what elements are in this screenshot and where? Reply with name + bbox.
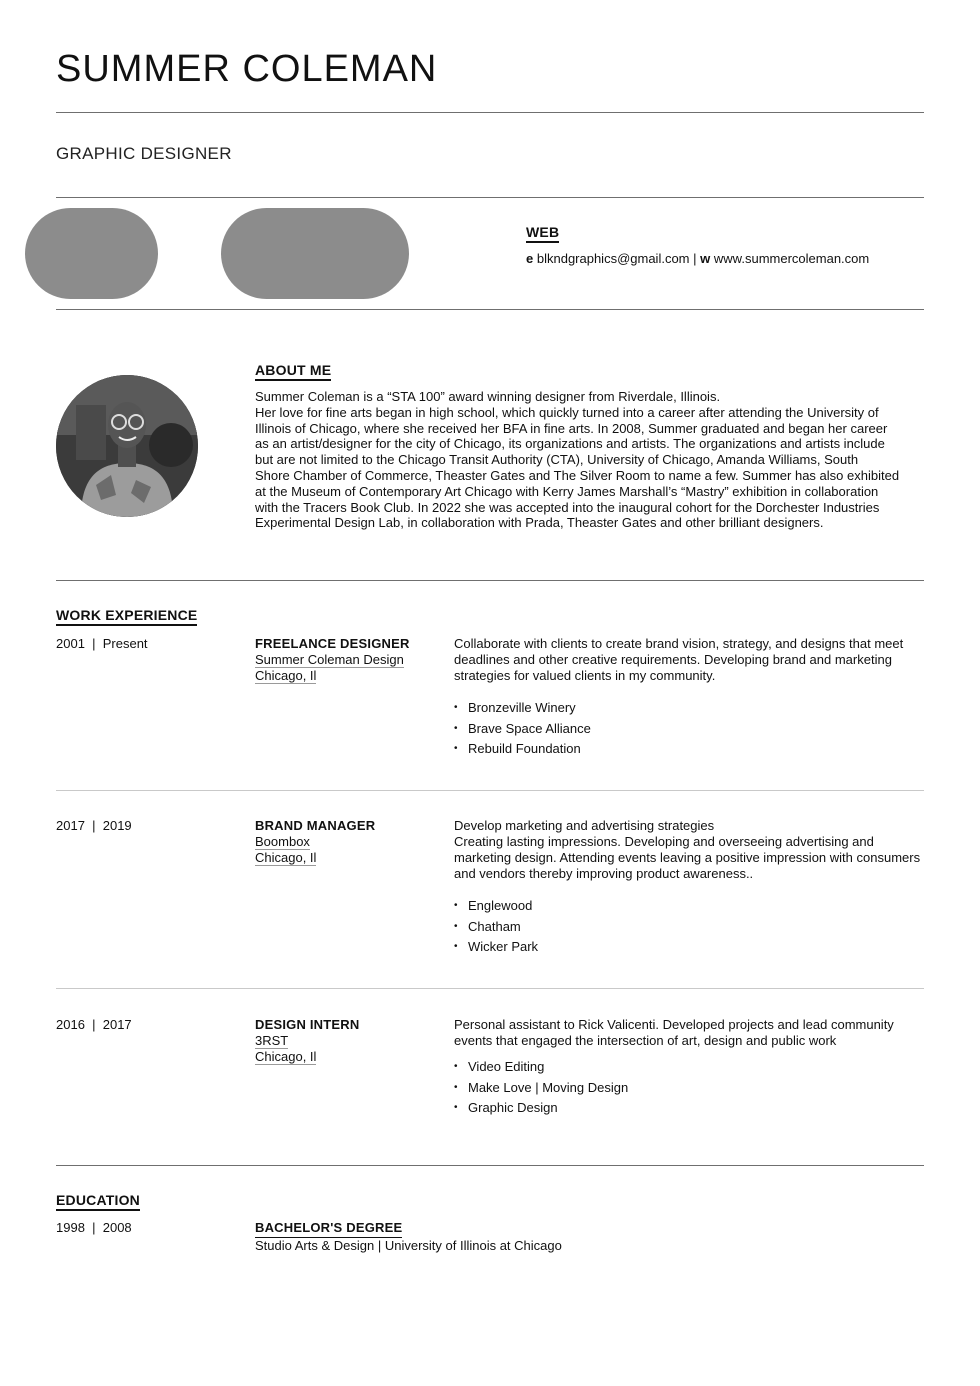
- description-line: Creating lasting impressions. Developing and overseeing advertising and: [454, 834, 874, 849]
- description-line: Collaborate with clients to create brand vision, strategy, and designs that meet: [454, 636, 904, 651]
- job-title: DESIGN INTERN: [255, 1017, 360, 1032]
- about-line: Experimental Design Lab, in collaboration with Prada, Theaster Gates and other brilliant designers.: [255, 515, 824, 531]
- job-location[interactable]: Chicago, Il: [255, 668, 317, 683]
- description-line: Develop marketing and advertising strategies: [454, 818, 715, 833]
- description-line: Personal assistant to Rick Valicenti. Developed projects and lead community: [454, 1017, 894, 1032]
- email-prefix: e: [526, 251, 534, 266]
- divider: [56, 988, 924, 989]
- about-line: Illinois of Chicago, where she received her BFA in fine arts. In 2008, Summer graduated and began her career: [255, 420, 888, 436]
- job-location[interactable]: Chicago, Il: [255, 850, 317, 865]
- name-title: SUMMER COLEMAN: [56, 48, 438, 90]
- job-company[interactable]: Boombox: [255, 834, 310, 849]
- job-role: [255, 1017, 435, 1065]
- list-item: • Make Love | Moving Design: [454, 1078, 929, 1099]
- education-section: [56, 1192, 140, 1211]
- divider: [56, 309, 924, 310]
- job-dates: 2017 | 2019: [56, 818, 132, 833]
- decorative-pill-right: [221, 208, 409, 299]
- education-school: Studio Arts & Design | University of Illinois at Chicago: [255, 1238, 562, 1253]
- divider: [56, 580, 924, 581]
- contact-section: [526, 224, 559, 243]
- description-line: deadlines and other creative requirements. Developing brand and marketing: [454, 652, 892, 667]
- description-line: marketing design. Attending events leaving a positive impression with consumers: [454, 850, 921, 865]
- list-item: • Chatham: [454, 917, 929, 938]
- divider: [56, 790, 924, 791]
- about-line: as an artist/designer for the city of Chicago, its organizations and artists. The organizations and artists include: [255, 436, 885, 452]
- web-prefix: w: [700, 251, 711, 266]
- divider: [56, 1165, 924, 1166]
- client-list: [454, 896, 929, 958]
- contact-separator: |: [693, 251, 697, 266]
- job-dates: 2016 | 2017: [56, 1017, 132, 1032]
- list-item: • Englewood: [454, 896, 929, 917]
- job-description: [454, 1017, 929, 1119]
- email-link[interactable]: blkndgraphics@gmail.com: [536, 251, 690, 266]
- job-role: [255, 818, 435, 866]
- job-role: [255, 636, 435, 684]
- list-item: • Video Editing: [454, 1057, 929, 1078]
- about-line: Shore Chamber of Commerce, Theaster Gates and The Silver Room to name a few. Summer has also exhibited: [255, 467, 900, 483]
- description-line: and vendors thereby improving product awareness..: [454, 866, 754, 881]
- list-item: • Graphic Design: [454, 1098, 929, 1119]
- client-list: [454, 1057, 929, 1119]
- about-line: at the Museum of Contemporary Art Chicago with Kerry James Marshall’s “Mastry” exhibition in collaboration: [255, 483, 879, 499]
- website-link[interactable]: www.summercoleman.com: [713, 251, 870, 266]
- about-text: [255, 389, 900, 531]
- contact-line: [526, 251, 869, 267]
- job-description: [454, 818, 929, 958]
- portrait-illustration: [56, 375, 198, 517]
- education-degree: [255, 1220, 402, 1238]
- job-dates: 2001 | Present: [56, 636, 148, 651]
- client-list: [454, 698, 929, 760]
- job-title: BRAND MANAGER: [255, 818, 376, 833]
- list-item: • Bronzeville Winery: [454, 698, 929, 719]
- decorative-pill-left: [25, 208, 158, 299]
- about-line: with the Tracers Book Club. In 2022 she was accepted into the inaugural cohort for the Dorchester Industries: [255, 499, 880, 515]
- about-heading: ABOUT ME: [255, 362, 331, 381]
- work-heading: WORK EXPERIENCE: [56, 607, 197, 626]
- list-item: • Brave Space Alliance: [454, 719, 929, 740]
- job-title: FREELANCE DESIGNER: [255, 636, 410, 651]
- degree-title: BACHELOR'S DEGREE: [255, 1220, 402, 1238]
- about-line: but are not limited to the Chicago Transit Authority (CTA), University of Chicago, Amanda Williams, South: [255, 452, 859, 468]
- profile-photo: [56, 375, 198, 517]
- about-line: Summer Coleman is a “STA 100” award winning designer from Riverdale, Illinois.: [255, 389, 721, 404]
- contact-heading: WEB: [526, 224, 559, 243]
- role-subtitle: GRAPHIC DESIGNER: [56, 144, 232, 163]
- description-line: events that engaged the intersection of art, design and public work: [454, 1033, 837, 1048]
- job-location[interactable]: Chicago, Il: [255, 1049, 317, 1064]
- list-item: • Rebuild Foundation: [454, 739, 929, 760]
- divider: [56, 197, 924, 198]
- job-company[interactable]: 3RST: [255, 1033, 289, 1048]
- education-dates: 1998 | 2008: [56, 1220, 132, 1235]
- education-heading: EDUCATION: [56, 1192, 140, 1211]
- about-section: [255, 362, 331, 381]
- description-line: strategies for valued clients in my community.: [454, 668, 716, 683]
- divider: [56, 112, 924, 113]
- work-section: [56, 607, 197, 626]
- job-description: [454, 636, 929, 760]
- job-company[interactable]: Summer Coleman Design: [255, 652, 404, 667]
- list-item: • Wicker Park: [454, 937, 929, 958]
- about-line: Her love for fine arts began in high school, which quickly turned into a career after attending the University of: [255, 404, 879, 420]
